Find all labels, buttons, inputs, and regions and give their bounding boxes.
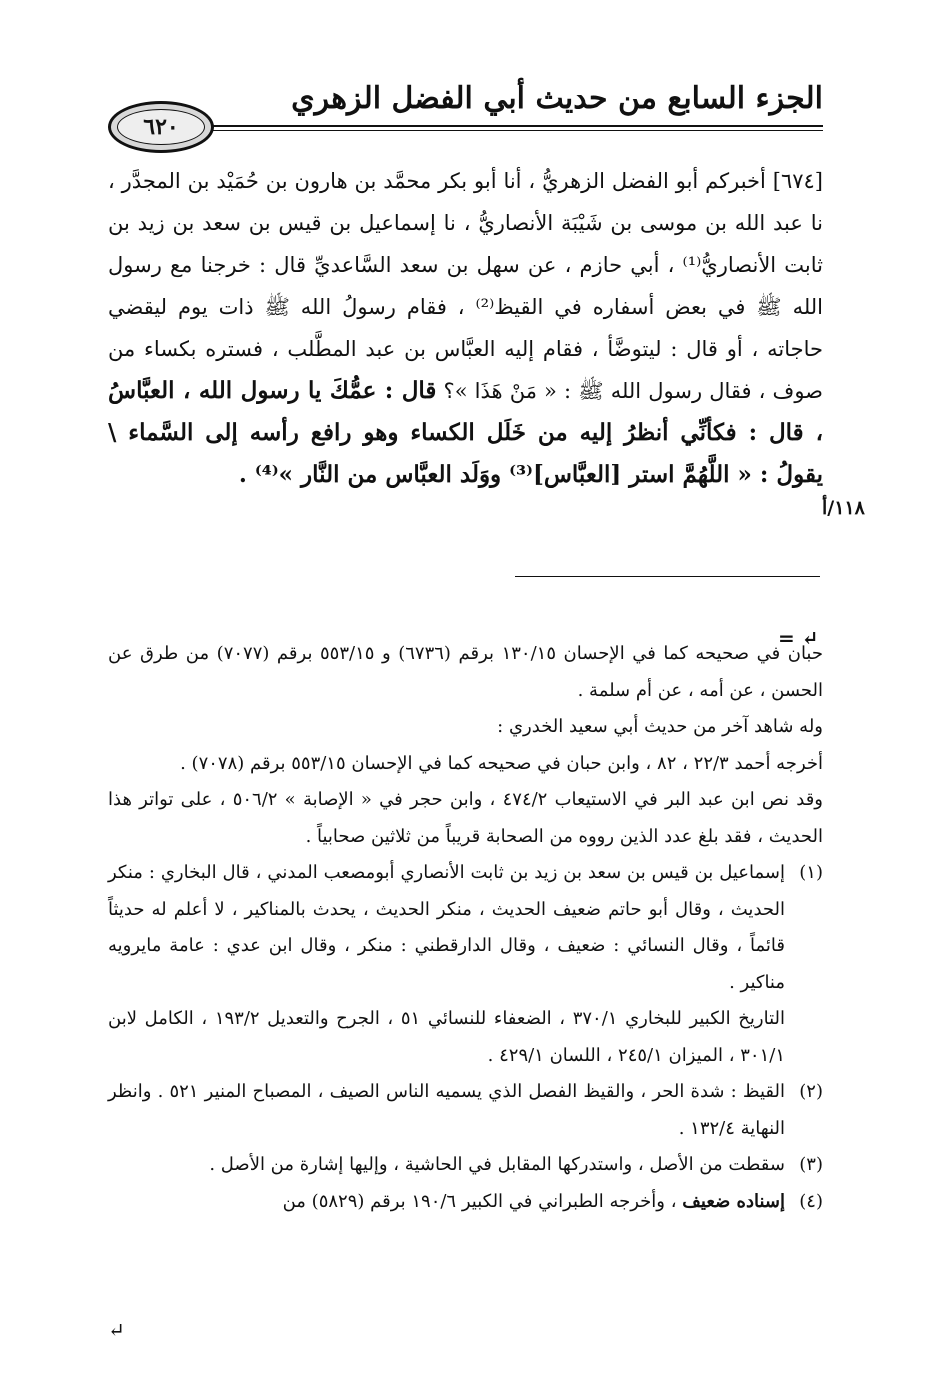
page-number-badge (108, 101, 214, 153)
footnote-continued-line: حبان في صحيحه كما في الإحسان ١٣٠/١٥ برقم (٦٧٣٦) و ٥٥٣/١٥ برقم (٧٠٧٧) من طرق عن الحسن ، عن أمه ، عن أم سلمة . (108, 643, 823, 701)
footnote-number: (١) (799, 862, 823, 883)
continuation-equals: = (778, 626, 795, 650)
footnote-2 (108, 1074, 823, 1147)
footnote-text: التاريخ الكبير للبخاري ٣٧٠/١ ، الضعفاء للنسائي ٥١ ، الجرح والتعديل ١٩٣/٢ ، الكامل لابن ٣٠١/١ ، الميزان ٢٤٥/١ ، اللسان ٤٢٩/١ . (108, 1008, 786, 1066)
footnote-3 (108, 1147, 823, 1184)
page-header (108, 55, 823, 165)
footnote-continued-line: أخرجه أحمد ٢٢/٣ ، ٨٢ ، وابن حبان في صحيحه كما في الإحسان ٥٥٣/١٥ برقم (٧٠٧٨) . (180, 752, 823, 774)
hadith-paragraph (108, 160, 823, 496)
footnote-text-rest: ، وأخرجه الطبراني في الكبير ١٩٠/٦ برقم (٥٨٢٩) من (282, 1190, 677, 1212)
footnote-text: إسماعيل بن قيس بن سعد بن زيد بن ثابت الأنصاري أبومصعب المدني ، قال البخاري : منكر الحديث ، وقال أبو حاتم ضعيف الحديث ، منكر الحديث ، يحدث بالمناكير ، لا أعلم له حديثاً قائماً ، وقال النسائي : ضعيف ، وقال الدارقطني : منكر ، وقال ابن عدي : عامة مايرويه مناكير . (108, 862, 785, 993)
footnote-text: سقطت من الأصل ، واستدركها المقابل في الحاشية ، وإليها إشارة من الأصل . (209, 1154, 785, 1175)
footnote-number: (٣) (799, 1154, 823, 1175)
footnote-continued-line: وقد نص ابن عبد البر في الاستيعاب ٤٧٤/٢ ، وابن حجر في « الإصابة » ٥٠٦/٢ ، على تواتر هذا الحديث ، فقد بلغ عدد الذين رووه من الصحابة قريباً من ثلاثين صحابياً . (108, 789, 823, 847)
footnote-number: (٤) (799, 1190, 823, 1212)
footnote-text (108, 1184, 785, 1221)
margin-folio-note: ١١٨/أ (822, 497, 865, 519)
page-turn-icon: ↵ (108, 1318, 125, 1342)
footnote-bold-lead: إسناده ضعيف (682, 1190, 785, 1212)
continuation-arrow-icon: ↵ (801, 626, 819, 650)
footnote-number: (٢) (799, 1081, 823, 1102)
hadith-text-bold: قال : عمُّكَ يا رسول الله ، العبَّاسُ ، قال : فكأنِّي أنظرُ إليه من خَلَل الكساء وهو رافع رأسه إلى السَّماء \ يقولُ : « اللَّهُمَّ استر [العبَّاس]⁽³⁾ ووَلَد العبَّاس من النَّار »⁽⁴⁾ . (108, 377, 823, 488)
running-title: الجزء السابع من حديث أبي الفضل الزهري (291, 81, 823, 116)
hadith-text: [٦٧٤] أخبركم أبو الفضل الزهريُّ ، أنا أبو بكر محمَّد بن هارون بن حُمَيْد بن المجدَّر ، نا عبد الله بن موسى بن شَيْبَة الأنصاريُّ ، نا إسماعيل بن قيس بن سعد بن زيد بن ثابت الأنصاريُّ⁽¹⁾ ، أبي حازم ، عن سهل بن سعد السَّاعديِّ قال : خرجنا مع رسول الله ﷺ في بعض أسفاره في القيظ⁽²⁾ ، فقام رسولُ الله ﷺ ذات يوم ليقضي حاجاته ، أو قال : ليتوضَّأ ، فقام إليه العبَّاس بن عبد المطَّلب ، فستره بكساء من صوف ، فقال رسول الله ﷺ : « مَنْ هَذَا »؟ (108, 169, 824, 403)
footnote-text: القيظ : شدة الحر ، والقيظ الفصل الذي يسميه الناس الصيف ، المصباح المنير ٥٢١ . وانظر النهاية ١٣٢/٤ . (108, 1081, 785, 1139)
page-number: ٦٢٠ (117, 109, 205, 145)
footnote-4 (108, 1184, 823, 1221)
footnote-separator (515, 576, 820, 577)
header-rule (203, 125, 823, 127)
header-rule-thin (203, 130, 823, 131)
footnote-1 (108, 855, 823, 1074)
main-text (108, 160, 823, 496)
footnotes (108, 636, 823, 1220)
footnote-continued-line: وله شاهد آخر من حديث أبي سعيد الخدري : (497, 716, 823, 737)
